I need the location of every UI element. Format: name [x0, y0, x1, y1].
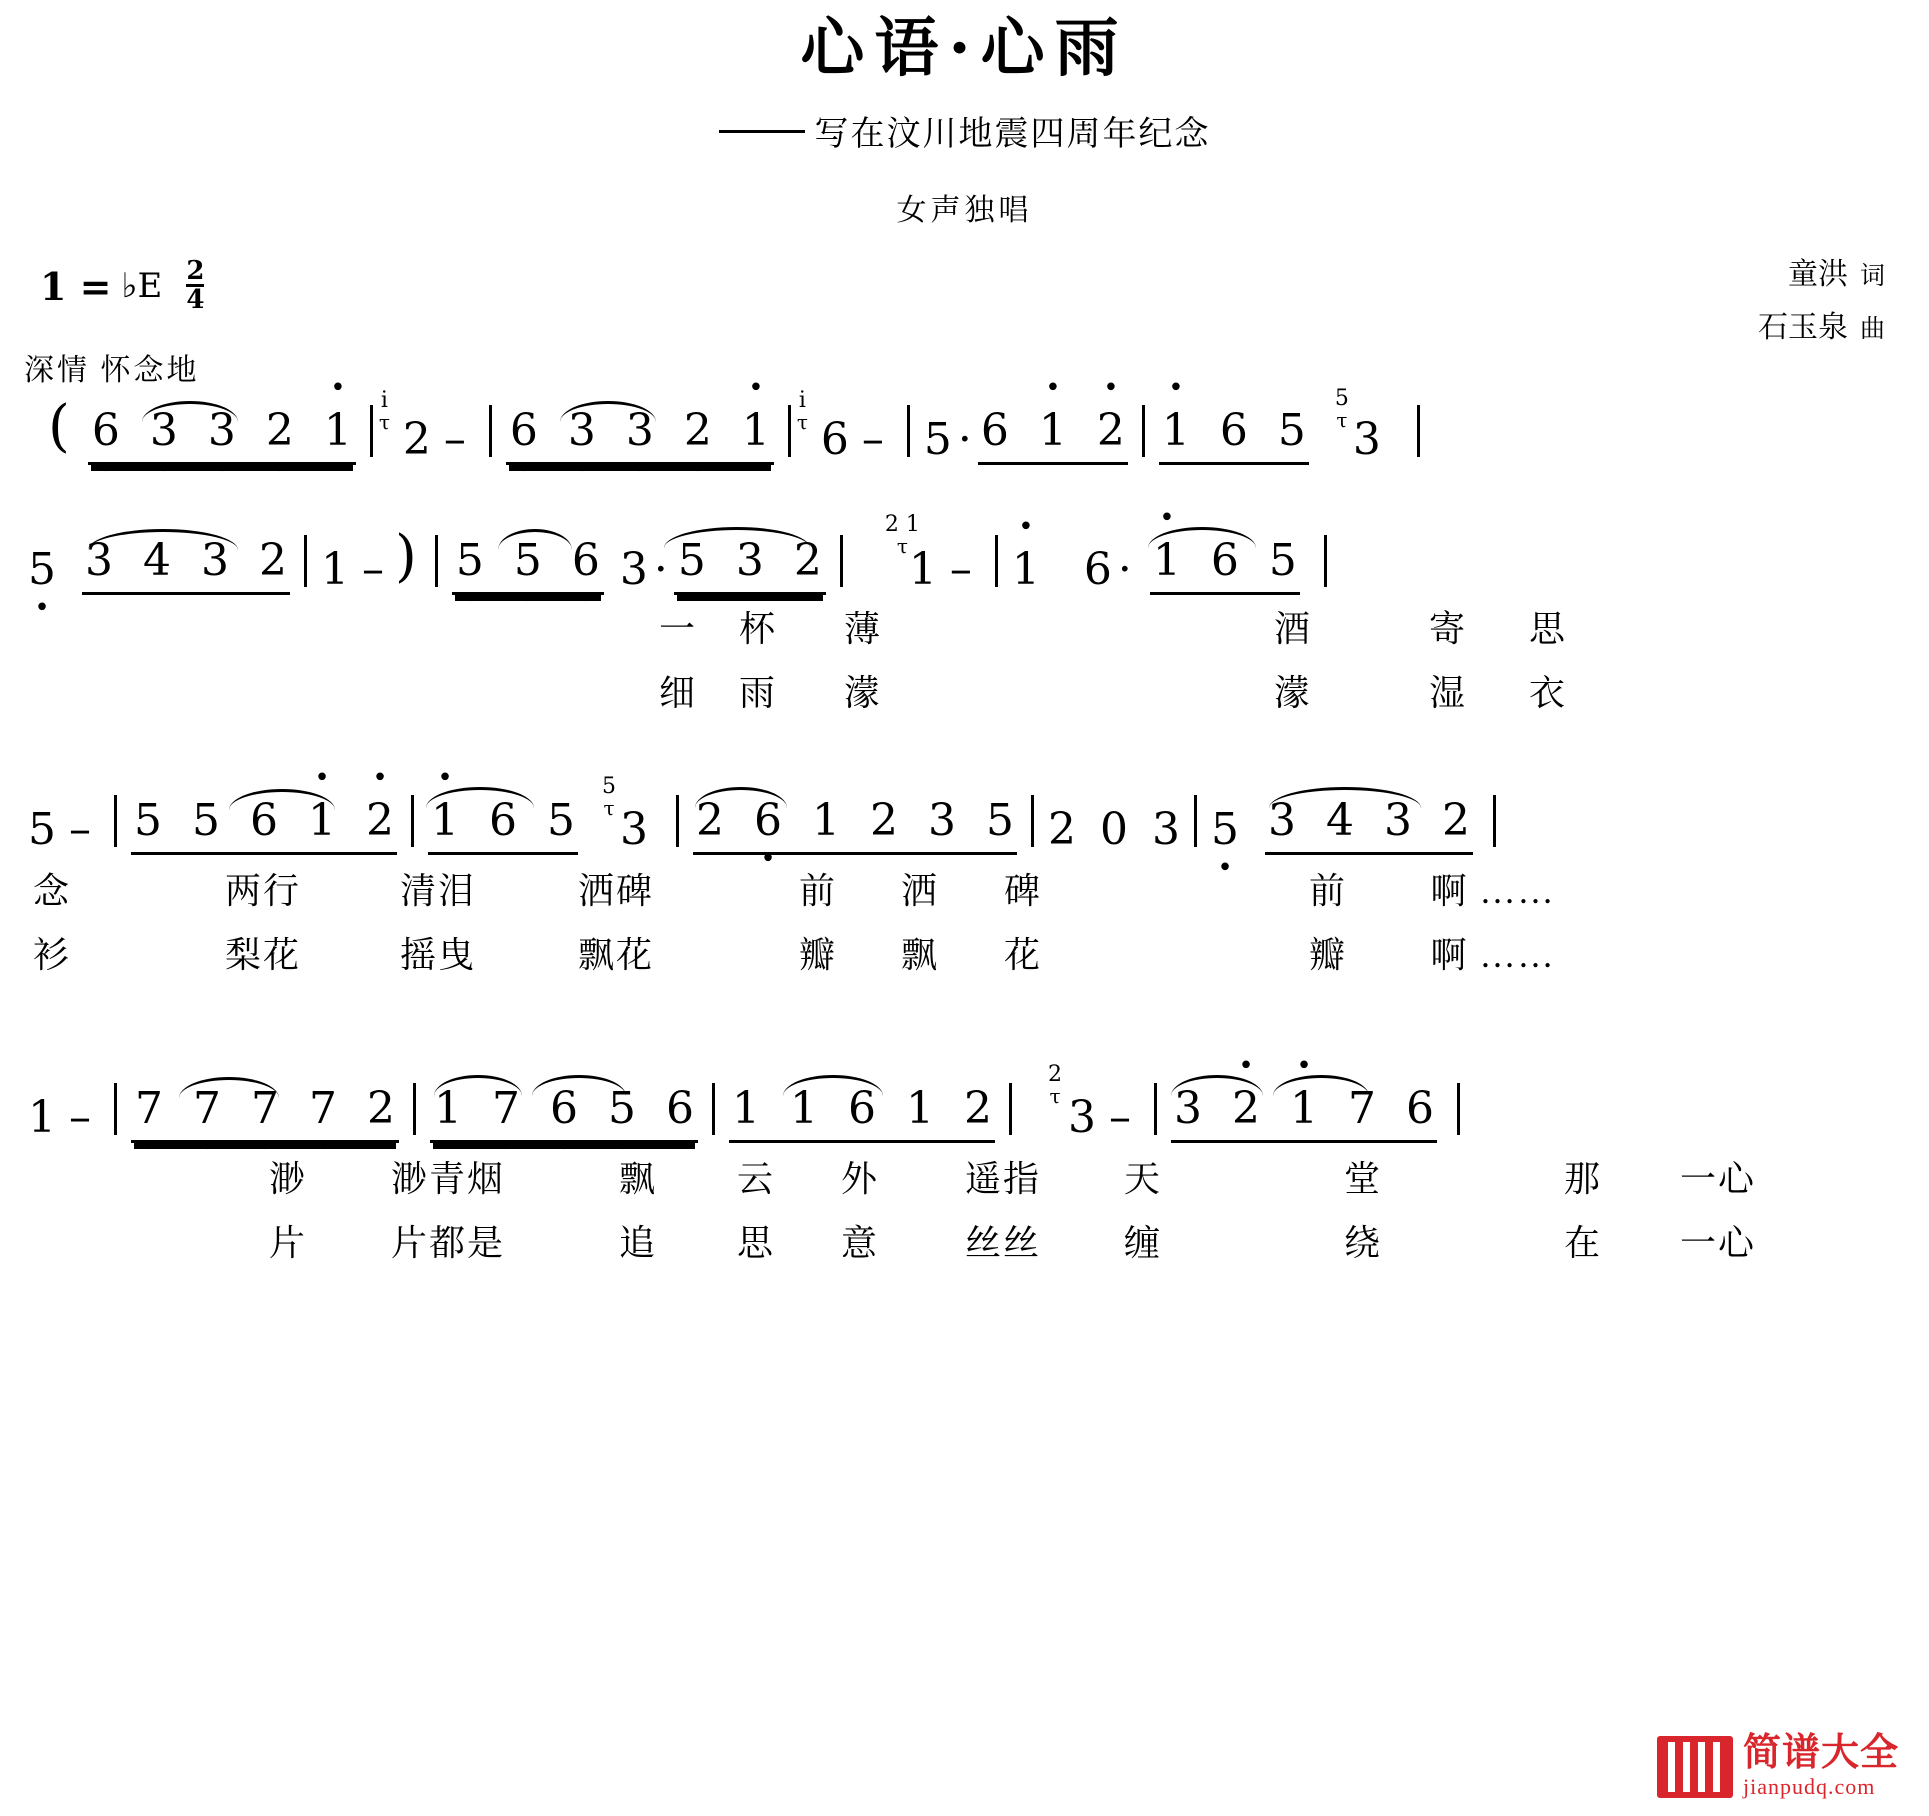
note: 7 •: [193, 1083, 221, 1134]
note: 6: [820, 414, 849, 466]
lyric-syllable: 薄: [843, 609, 883, 650]
barline: [413, 1083, 416, 1135]
note-group: [1263, 795, 1475, 855]
site-watermark[interactable]: [1657, 1734, 1899, 1800]
note: • 1: [1290, 1083, 1318, 1134]
lyric-syllable: 一: [658, 609, 698, 650]
page-subtitle: [0, 106, 1929, 155]
note: 6 •: [92, 405, 120, 456]
note: 6: [1083, 544, 1112, 596]
note: 4: [143, 535, 171, 587]
lyric-syllable: 追: [618, 1223, 658, 1264]
lyric-syllable: 飘: [900, 935, 940, 976]
slur-arc: [532, 1075, 626, 1096]
lyric-syllable: 念: [32, 871, 72, 912]
note-extension-dash: –: [949, 544, 972, 596]
lyric-syllable: 前: [1308, 871, 1348, 912]
note-group: [504, 405, 776, 465]
note-group: [1148, 535, 1302, 595]
lyricist-name: 童洪: [1787, 258, 1848, 292]
note: 3 •: [568, 405, 596, 456]
lyric-syllable: 两行: [224, 871, 302, 912]
note-with-ornament: [796, 388, 851, 466]
barline: [1457, 1083, 1460, 1135]
lyric-syllable: 雨: [738, 673, 778, 714]
lyrics-line-2: [18, 665, 1911, 729]
note: 2 •: [266, 405, 294, 456]
lyric-syllable: 意: [840, 1223, 880, 1264]
note: 6: [848, 1083, 876, 1135]
lyric-syllable: 衫: [32, 935, 72, 976]
note: • 1: [1039, 405, 1067, 456]
note-group: [976, 405, 1130, 465]
note: 2: [964, 1083, 992, 1135]
composer-credit: [1758, 302, 1885, 355]
note: • 1: [1162, 405, 1190, 456]
lyric-syllable: 杯: [738, 609, 778, 650]
key-value: ♭E: [121, 266, 163, 307]
barline: [1031, 795, 1034, 847]
note-with-ornament: [884, 512, 939, 596]
note: 3: [735, 535, 764, 587]
lyric-syllable: 飘花: [577, 935, 655, 976]
barline: [114, 1083, 117, 1135]
note: 6 •: [754, 795, 782, 846]
lyric-syllable: 缠: [1123, 1223, 1163, 1264]
note: 7: [1348, 1083, 1376, 1135]
note: 7 •: [251, 1083, 279, 1134]
note: 3: [620, 804, 648, 856]
slur-arc: [783, 1075, 883, 1096]
barline: [840, 535, 843, 587]
note: 2: [402, 414, 431, 466]
note: 7 •: [135, 1083, 163, 1134]
barline: [1194, 795, 1197, 847]
barline: [907, 405, 910, 457]
expression-marking: 深情 怀念地: [24, 354, 200, 388]
meter-numerator: 2: [186, 256, 205, 287]
note: 3: [1152, 804, 1180, 856]
note: 5: [923, 414, 952, 466]
barline: [995, 535, 998, 587]
key-label: 1 =: [40, 263, 112, 309]
note: 3 •: [626, 405, 654, 456]
slur-arc: [695, 787, 787, 808]
note: 4: [1326, 795, 1354, 847]
note: 2: [793, 535, 822, 587]
slur-arc: [1269, 787, 1421, 808]
note: • 1: [431, 795, 459, 846]
note: 6: [980, 405, 1009, 457]
note: 2: [870, 795, 898, 847]
barline: [1324, 535, 1327, 587]
lyric-syllable: 酒: [1273, 609, 1313, 650]
note: • 2: [366, 795, 394, 846]
note: 6 •: [666, 1083, 694, 1134]
note-extension-dash: –: [69, 804, 91, 856]
time-signature: [186, 256, 205, 316]
lyric-syllable: 一心: [1679, 1159, 1757, 1200]
lyric-syllable: 濛: [1273, 673, 1313, 714]
slur-arc: [179, 1077, 279, 1098]
note: 5 •: [608, 1083, 636, 1134]
lyric-syllable: 外: [840, 1159, 880, 1200]
barline: [489, 405, 492, 457]
lyric-syllable: 堂: [1343, 1159, 1383, 1200]
note: 3: [928, 795, 956, 847]
note: 5 •: [26, 544, 58, 595]
note: 1: [906, 1083, 934, 1135]
lyric-syllable: 那: [1563, 1159, 1603, 1200]
note: 1: [908, 544, 937, 596]
barline: [676, 795, 679, 847]
note-group: [691, 795, 1019, 855]
watermark-title: 简谱大全: [1742, 1732, 1899, 1775]
note: 1: [812, 795, 840, 847]
note: 5: [1268, 535, 1297, 587]
note: 3: [1068, 1092, 1096, 1144]
note-group: [129, 795, 399, 855]
composer-name: 石玉泉: [1757, 310, 1848, 344]
ornament-grace-note: 5 τ: [602, 774, 616, 821]
score-metadata: [0, 249, 1929, 388]
barline: [788, 405, 791, 457]
repeat-close-paren: ): [395, 524, 417, 590]
lyrics-line-1: [18, 601, 1911, 665]
lyric-syllable: 片: [268, 1223, 308, 1264]
note: 7 •: [492, 1083, 520, 1134]
note: 5 •: [514, 535, 542, 586]
augmentation-dot: ·: [653, 544, 668, 596]
lyric-syllable: 渺青烟: [390, 1159, 506, 1200]
note: 3 •: [150, 405, 178, 456]
note: 3: [619, 544, 648, 596]
note-group: [450, 535, 606, 595]
composer-role: 曲: [1859, 315, 1885, 343]
repeat-open-paren: (: [48, 394, 70, 460]
barline: [1493, 795, 1496, 847]
note-extension-dash: –: [1109, 1092, 1131, 1144]
lyric-syllable: 摇曳: [399, 935, 477, 976]
note-with-ornament: [1334, 386, 1383, 466]
note: 6: [1406, 1083, 1434, 1135]
slur-arc: [434, 1075, 522, 1096]
lyricist-credit: [1758, 249, 1885, 302]
lyrics-line-2: [18, 1215, 1911, 1279]
note-extension-dash: –: [443, 414, 466, 466]
note: 6: [250, 795, 278, 847]
note: 5: [134, 795, 162, 847]
music-system-3: [18, 759, 1911, 989]
lyric-syllable: 洒碑: [577, 871, 655, 912]
slur-arc: [1273, 1075, 1369, 1096]
note-with-ornament: [1048, 1062, 1098, 1144]
note: 2: [1442, 795, 1470, 847]
note-with-ornament: [602, 774, 650, 856]
note: 5 •: [456, 535, 484, 586]
lyric-syllable: 飘: [618, 1159, 658, 1200]
note-group: [80, 535, 292, 595]
subtitle-text: 写在汶川地震四周年纪念: [814, 116, 1211, 154]
piano-keys-icon: [1657, 1736, 1733, 1798]
note: 1: [321, 544, 349, 596]
note-group: [1169, 1083, 1439, 1143]
lyric-syllable: 思: [736, 1223, 776, 1264]
rest: 0: [1100, 804, 1128, 856]
note: 2: [259, 535, 287, 587]
note: 6: [1210, 535, 1239, 587]
voicing-label: 女声独唱: [896, 194, 1033, 228]
note: 6 •: [550, 1083, 578, 1134]
lyric-syllable: 在: [1563, 1223, 1603, 1264]
note-extension-dash: –: [861, 414, 884, 466]
note-group: [428, 1083, 700, 1143]
note-group: [86, 405, 358, 465]
note-group: [426, 795, 580, 855]
lyrics-line-1: [18, 1151, 1911, 1215]
note: • 2: [1232, 1083, 1260, 1134]
lyric-syllable: 濛: [843, 673, 883, 714]
note: 5 •: [1209, 804, 1241, 855]
note: 6 •: [510, 405, 538, 456]
lyric-syllable: 云: [736, 1159, 776, 1200]
note-group: [727, 1083, 997, 1143]
barline: [304, 535, 307, 587]
note: 2: [1048, 804, 1076, 856]
note: 6: [1219, 405, 1248, 457]
lyric-syllable: 碑: [1003, 871, 1043, 912]
note: 5: [192, 795, 220, 847]
lyric-syllable: 片都是: [390, 1223, 506, 1264]
barline: [712, 1083, 715, 1135]
note: • 1: [324, 405, 352, 456]
lyricist-role: 词: [1859, 263, 1885, 291]
lyric-syllable: 瓣: [798, 935, 838, 976]
note-group: [129, 1083, 401, 1143]
lyric-syllable: 渺: [268, 1159, 308, 1200]
watermark-url: jianpudq.com: [1742, 1774, 1876, 1799]
credits: [1758, 249, 1885, 354]
subtitle-dash: [719, 130, 805, 133]
note: 5: [28, 804, 56, 856]
ornament-grace-note: i τ: [378, 388, 390, 435]
ornament-grace-note: i τ: [796, 388, 808, 435]
note: 6: [489, 795, 517, 847]
note: 1: [28, 1092, 56, 1144]
lyric-syllable: 天: [1123, 1159, 1163, 1200]
barline: [1142, 405, 1145, 457]
lyric-syllable: 遥指: [964, 1159, 1042, 1200]
note: • 1: [308, 795, 336, 846]
note: 3: [1384, 795, 1412, 847]
lyric-syllable: 细: [658, 673, 698, 714]
note: • 1: [1010, 544, 1042, 595]
note: 3: [1268, 795, 1296, 847]
key-signature: [40, 256, 205, 316]
barline: [370, 405, 373, 457]
barline: [114, 795, 117, 847]
page-title: 心语·心雨: [800, 11, 1129, 86]
note: 3: [85, 535, 113, 587]
lyric-syllable: 啊 ……: [1430, 935, 1556, 976]
note: 7 •: [309, 1083, 337, 1134]
barline: [1009, 1083, 1012, 1135]
barline: [1417, 405, 1420, 457]
note: 2 •: [684, 405, 712, 456]
ornament-grace-note: 5 τ: [1334, 386, 1349, 433]
lyrics-line-1: [18, 863, 1911, 927]
music-system-4: [18, 1047, 1911, 1277]
slur-arc: [664, 527, 810, 548]
note-group: [672, 535, 828, 595]
music-system-2: [18, 499, 1911, 714]
note: 2: [367, 1083, 395, 1135]
lyric-syllable: 衣: [1528, 673, 1568, 714]
note-with-ornament: [378, 388, 433, 466]
music-system-1: [18, 369, 1911, 499]
note: 5: [1277, 405, 1306, 457]
lyric-syllable: 清泪: [399, 871, 477, 912]
lyric-syllable: 啊 ……: [1430, 871, 1556, 912]
note: 1: [434, 1083, 462, 1135]
note: 3: [1174, 1083, 1202, 1135]
barline: [435, 535, 438, 587]
sheet-music-page: [0, 11, 1929, 1816]
lyric-syllable: 思: [1528, 609, 1568, 650]
note: 3 •: [208, 405, 236, 456]
augmentation-dot: ·: [957, 414, 972, 466]
note: 5: [986, 795, 1014, 847]
ornament-grace-note: 2 τ: [1048, 1062, 1062, 1109]
note: 5: [677, 535, 706, 587]
lyric-syllable: 梨花: [224, 935, 302, 976]
lyric-syllable: 前: [798, 871, 838, 912]
barline: [411, 795, 414, 847]
lyric-syllable: 洒: [900, 871, 940, 912]
lyric-syllable: 瓣: [1308, 935, 1348, 976]
note: 1: [790, 1083, 818, 1135]
note: • 1: [1153, 535, 1181, 586]
lyric-syllable: 一心: [1679, 1223, 1757, 1264]
lyric-syllable: 丝丝: [964, 1223, 1042, 1264]
note: 3: [201, 535, 229, 587]
lyrics-line-2: [18, 927, 1911, 991]
augmentation-dot: ·: [1117, 544, 1132, 596]
note: • 2: [1097, 405, 1125, 456]
lyric-syllable: 绕: [1343, 1223, 1383, 1264]
note: 6 •: [572, 535, 600, 586]
lyric-syllable: 花: [1003, 935, 1043, 976]
slur-arc: [88, 529, 238, 550]
slur-arc: [498, 529, 572, 550]
ornament-grace-note: 2 1 τ: [884, 512, 920, 559]
note: 3: [1352, 414, 1381, 466]
note: 1: [732, 1083, 760, 1135]
note-extension-dash: –: [69, 1092, 91, 1144]
note-extension-dash: –: [362, 544, 384, 596]
barline: [1154, 1083, 1157, 1135]
note: 2: [696, 795, 724, 847]
note: • 1: [742, 405, 770, 456]
lyric-syllable: 寄: [1428, 609, 1468, 650]
lyric-syllable: 湿: [1428, 673, 1468, 714]
meter-denominator: 4: [186, 285, 205, 316]
note: 5: [547, 795, 575, 847]
note-group: [1157, 405, 1311, 465]
